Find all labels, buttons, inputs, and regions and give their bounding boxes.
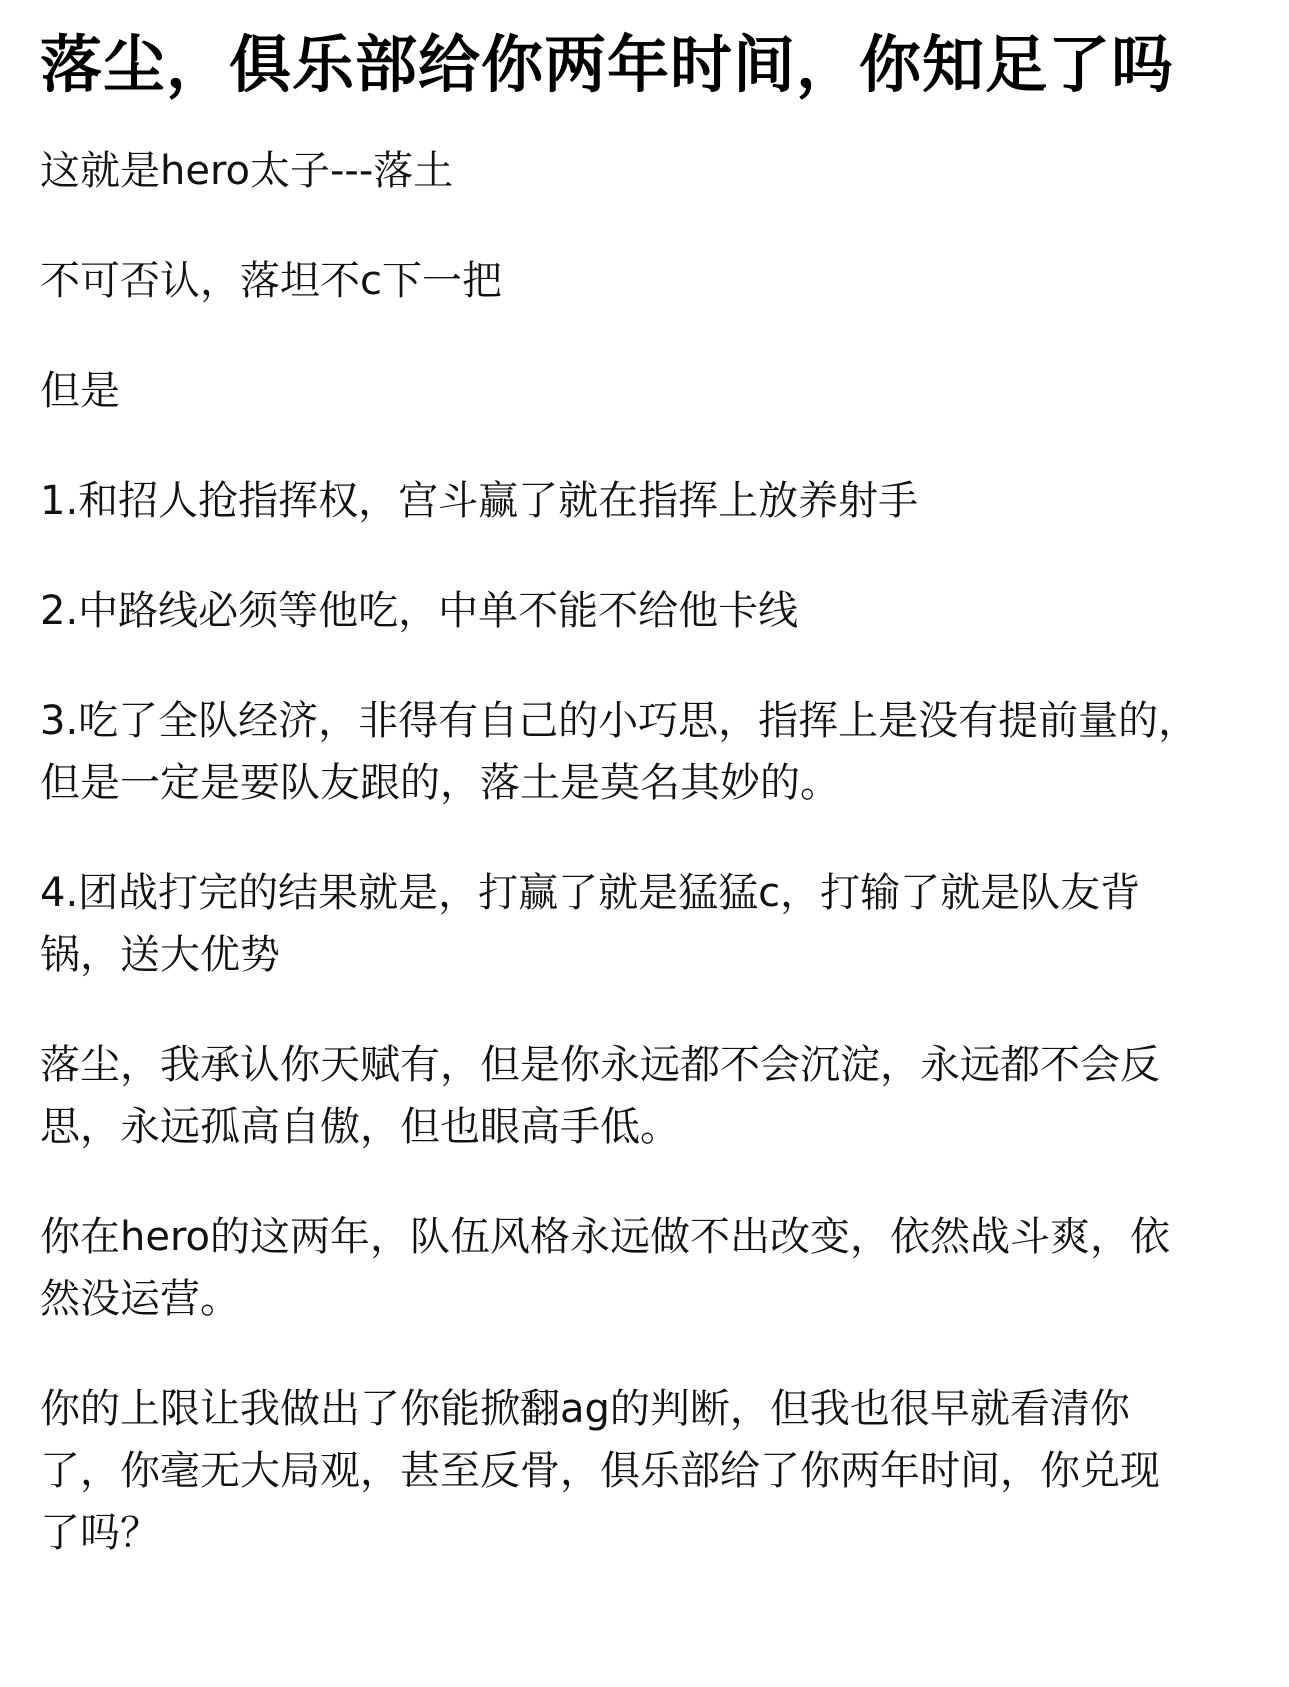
paragraph-concession [40,250,1240,312]
paragraph-intro [40,140,1240,202]
list-item-2 [40,580,1240,642]
paragraph-two-years [40,1206,1240,1330]
paragraph-line: 不可否认，落坦不c下一把 [40,258,502,304]
paragraph-line: 落尘，我承认你天赋有，但是你永远都不会沉淀，永远都不会反 [40,1042,1160,1088]
paragraph-line: 了，你毫无大局观，甚至反骨，俱乐部给了你两年时间，你兑现 [40,1448,1160,1494]
paragraph-line: 但是一定是要队友跟的，落土是莫名其妙的。 [40,760,840,806]
paragraph-line: 但是 [40,368,120,414]
paragraph-line: 3.吃了全队经济，非得有自己的小巧思，指挥上是没有提前量的， [40,698,1199,744]
paragraph-line: 这就是hero太子---落土 [40,148,454,194]
list-item-4 [40,862,1240,986]
paragraph-line: 你的上限让我做出了你能掀翻ag的判断，但我也很早就看清你 [40,1386,1130,1432]
paragraph-line: 思，永远孤高自傲，但也眼高手低。 [40,1104,680,1150]
paragraph-line: 4.团战打完的结果就是，打赢了就是猛猛c，打输了就是队友背 [40,870,1141,916]
paragraph-line: 然没运营。 [40,1276,240,1322]
list-item-1 [40,470,1240,532]
paragraph-line: 你在hero的这两年，队伍风格永远做不出改变，依然战斗爽，依 [40,1214,1170,1260]
paragraph-line: 2.中路线必须等他吃，中单不能不给他卡线 [40,588,799,634]
paragraph-talent [40,1034,1240,1158]
paragraph-line: 1.和招人抢指挥权，宫斗赢了就在指挥上放养射手 [40,478,919,524]
paragraph-line: 了吗？ [40,1510,160,1556]
list-item-3 [40,690,1240,814]
paragraph-line: 锅，送大优势 [40,932,280,978]
article-title: 落尘，俱乐部给你两年时间，你知足了吗 [40,28,1175,101]
paragraph-conclusion [40,1378,1240,1564]
paragraph-but [40,360,1240,422]
